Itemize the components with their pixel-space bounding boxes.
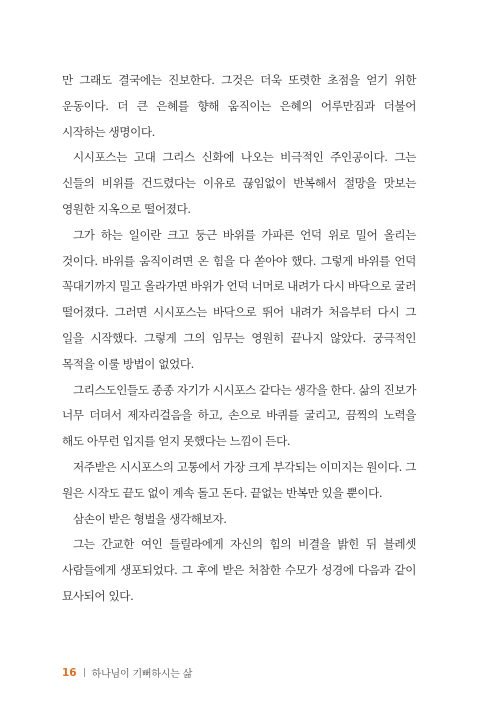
paragraph-delilah: 그는 간교한 여인 들릴라에게 자신의 힘의 비결을 밝힌 뒤 블레셋 사람들에게 생포되었다. 그 후에 받은 처참한 수모가 성경에 다음과 같이 묘사되어 있다. bbox=[62, 537, 416, 603]
page-number: 16 bbox=[62, 666, 77, 679]
paragraph-continuation: 만 그래도 결국에는 진보한다. 그것은 더욱 또렷한 초점을 얻기 위한 운동이다. 더 큰 은혜를 향해 움직이는 은혜의 어루만짐과 더불어 시작하는 생명이다. bbox=[62, 73, 416, 139]
paragraph-sisyphus-intro: 시시포스는 고대 그리스 신화에 나오는 비극적인 주인공이다. 그는 신들의 비위를 건드렸다는 이유로 끊임없이 반복해서 절망을 맛보는 영원한 지옥으로 떨어졌다. bbox=[62, 150, 416, 216]
paragraph-samson: 삼손이 받은 형벌을 생각해보자. bbox=[73, 511, 227, 526]
paragraph-boulder: 그가 하는 일이란 크고 둥근 바위를 가파른 언덕 위로 밀어 올리는 것이다. 바위를 움직이려면 온 힘을 다 쏟아야 했다. 그렇게 바위를 언덕 꼭대기까지 밀고 올라가면 바위가 언덕 너머로 내려가 다시 바닥으로 굴러 떨어졌다. 그러면 시시포스는 바닥으로 뛰어 내려가 처음부터 다시 그 일을 시작했다. 그렇게 그의 임무는 영원히 끝나지 않았다. 궁극적인 목적을 이룰 방법이 없었다. bbox=[62, 227, 416, 371]
body-text bbox=[62, 68, 416, 610]
paragraph-circle: 저주받은 시시포스의 고통에서 가장 크게 부각되는 이미지는 원이다. 그 원은 시작도 끝도 없이 계속 돌고 돈다. 끝없는 반복만 있을 뿐이다. bbox=[62, 459, 416, 500]
paragraph-christians: 그리스도인들도 종종 자기가 시시포스 같다는 생각을 한다. 삶의 진보가 너무 더뎌서 제자리걸음을 하고, 손으로 바퀴를 굴리고, 끔찍의 노력을 해도 아무런 입지를 얻지 못했다는 느낌이 든다. bbox=[62, 382, 416, 449]
running-title: 하나님이 기뻐하시는 삶 bbox=[91, 669, 193, 680]
footer-divider bbox=[84, 668, 85, 677]
page-footer bbox=[62, 665, 192, 680]
